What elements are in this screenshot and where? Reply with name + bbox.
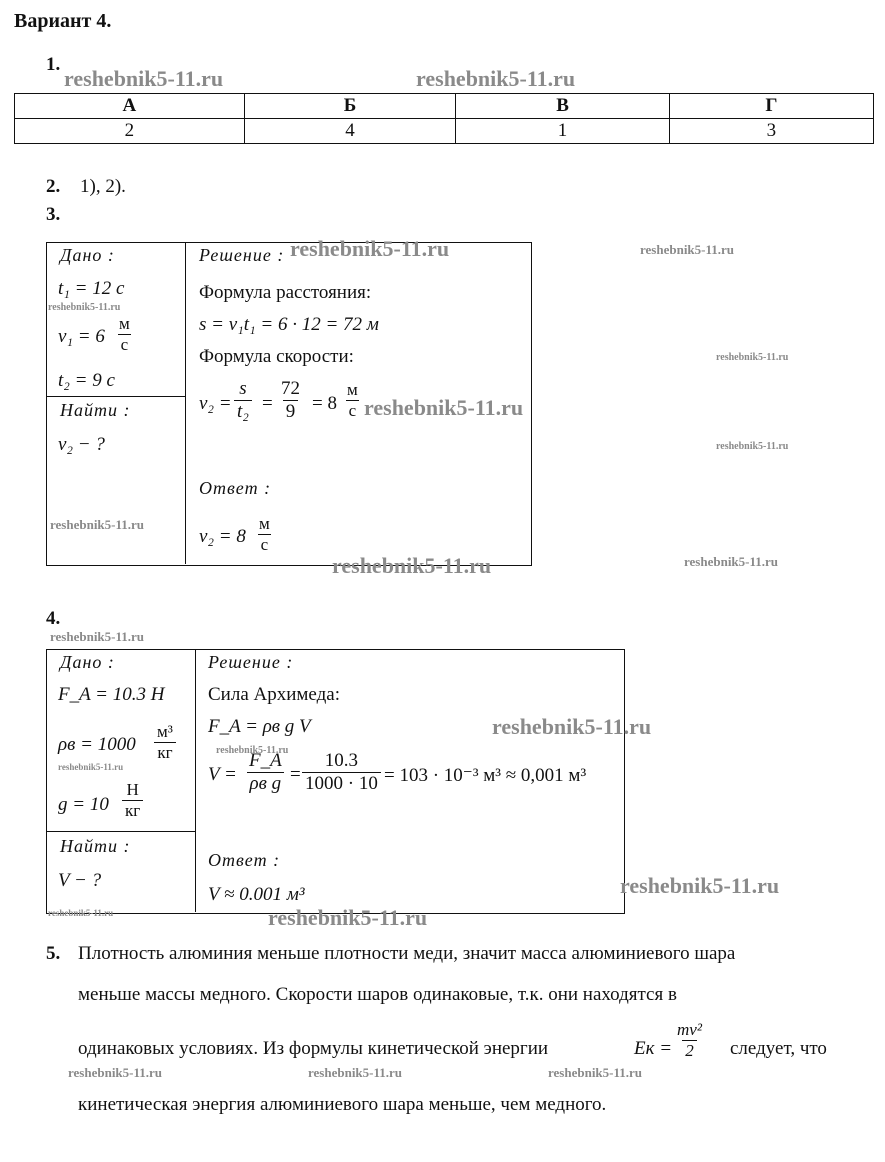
- task5-number: 5.: [46, 943, 61, 964]
- watermark: reshebnik5-11.ru: [68, 1065, 163, 1080]
- task5-line2: меньше массы медного. Скорости шаров одинаковые, т.к. они находятся в: [78, 984, 677, 1005]
- task3-speed-lhs: v₂ =: [199, 393, 232, 414]
- task4-volume-eq: =: [290, 764, 301, 785]
- watermark: reshebnik5-11.ru: [48, 908, 114, 918]
- task3-find-label: Найти :: [60, 400, 131, 420]
- task3-speed-unit: [344, 380, 361, 421]
- task3-given-label: Дано :: [60, 245, 115, 265]
- watermark: reshebnik5-11.ru: [290, 236, 450, 261]
- watermark: reshebnik5-11.ru: [684, 554, 779, 569]
- task3-speed-frac1: [234, 378, 252, 423]
- task3-speed-frac2: [278, 378, 303, 423]
- task3-answer-unit: [256, 514, 273, 555]
- watermark: reshebnik5-11.ru: [332, 553, 492, 578]
- task4-rho-unit-num: м³: [157, 722, 173, 741]
- task4-g-unit-num: Н: [126, 780, 139, 799]
- task4-volume-frac1: [246, 750, 285, 795]
- task3-divider-vertical: [185, 242, 186, 564]
- watermark: reshebnik5-11.ru: [48, 302, 121, 313]
- task4-given-fa: F_A = 10.3 Н: [58, 684, 165, 705]
- task3-v1-unit-den: с: [118, 334, 132, 355]
- task5-formula-lhs: Eк =: [634, 1038, 673, 1059]
- task4-number: 4.: [46, 608, 61, 629]
- task4-volume-frac2-den: 1000 · 10: [302, 772, 381, 795]
- watermark: reshebnik5-11.ru: [50, 517, 145, 532]
- task4-g-unit-den: кг: [122, 800, 143, 821]
- task4-find-v: V − ?: [58, 870, 102, 891]
- task1-header-v: В: [456, 94, 669, 119]
- watermark: reshebnik5-11.ru: [308, 1065, 403, 1080]
- task5-formula-frac: [674, 1020, 705, 1061]
- watermark: reshebnik5-11.ru: [50, 629, 145, 644]
- watermark: reshebnik5-11.ru: [548, 1065, 643, 1080]
- task4-rho-unit: [154, 722, 176, 763]
- task1-header-a: А: [15, 94, 245, 119]
- watermark: reshebnik5-11.ru: [716, 441, 789, 452]
- task3-speed-frac1-den: t₂: [234, 400, 252, 423]
- task2-answer: 1), 2).: [80, 176, 126, 197]
- task4-archimedes-formula: F_A = ρв g V: [208, 716, 311, 737]
- task3-number: 3.: [46, 204, 61, 225]
- task3-distance-title: Формула расстояния:: [199, 282, 372, 303]
- task3-v1-unit-num: м: [119, 314, 130, 333]
- task3-speed-unit-num: м: [347, 380, 358, 399]
- task3-given-t2: t₂ = 9 с: [58, 370, 115, 391]
- task3-given-v1: v₁ = 6: [58, 326, 105, 347]
- task5-formula-num: mv²: [677, 1020, 702, 1039]
- task4-volume-frac2-num: 10.3: [324, 750, 359, 771]
- task4-archimedes-title: Сила Архимеда:: [208, 684, 340, 705]
- task5-formula-den: 2: [682, 1040, 697, 1061]
- task4-given-g: g = 10: [58, 794, 109, 815]
- task4-volume-frac2: [302, 750, 381, 795]
- task4-volume-frac1-den: ρв g: [247, 772, 285, 795]
- task4-volume-frac1-num: F_A: [249, 750, 282, 771]
- watermark: reshebnik5-11.ru: [364, 395, 524, 420]
- watermark: reshebnik5-11.ru: [216, 745, 289, 756]
- task3-answer-unit-den: с: [258, 534, 272, 555]
- task4-volume-result: = 103 · 10⁻³ м³ ≈ 0,001 м³: [384, 765, 587, 786]
- watermark: reshebnik5-11.ru: [58, 762, 124, 772]
- task4-divider-vertical: [195, 649, 196, 912]
- task2-number: 2.: [46, 176, 61, 197]
- task3-speed-eq: =: [262, 393, 273, 414]
- task1-value-a: 2: [15, 119, 245, 144]
- task1-header-b: Б: [244, 94, 456, 119]
- task3-speed-title: Формула скорости:: [199, 346, 354, 367]
- task5-line3-before: одинаковых условиях. Из формулы кинетической энергии: [78, 1038, 549, 1059]
- task4-rho-unit-den: кг: [154, 742, 175, 763]
- task3-speed-frac2-den: 9: [283, 400, 299, 423]
- task4-given-label: Дано :: [60, 652, 115, 672]
- task3-given-t1: t₁ = 12 с: [58, 278, 125, 299]
- watermark: reshebnik5-11.ru: [64, 66, 224, 91]
- task4-given-rho: ρв = 1000: [58, 734, 136, 755]
- task3-solution-label: Решение :: [199, 245, 285, 265]
- watermark: reshebnik5-11.ru: [268, 905, 428, 930]
- task3-speed-result: = 8: [312, 393, 337, 414]
- watermark: reshebnik5-11.ru: [416, 66, 576, 91]
- task3-answer-label: Ответ :: [199, 478, 272, 498]
- task3-distance-formula: s = v₁t₁ = 6 · 12 = 72 м: [199, 314, 379, 335]
- task3-answer-value: v₂ = 8: [199, 526, 246, 547]
- task5-line3-after: следует, что: [730, 1038, 827, 1059]
- task5-line1: Плотность алюминия меньше плотности меди, значит масса алюминиевого шара: [78, 943, 736, 964]
- task3-speed-frac2-num: 72: [281, 378, 300, 399]
- task1-answer-table: [14, 93, 874, 144]
- task4-answer-value: V ≈ 0.001 м³: [208, 884, 305, 905]
- task3-speed-unit-den: с: [346, 400, 360, 421]
- task3-answer-unit-num: м: [259, 514, 270, 533]
- task1-value-g: 3: [669, 119, 873, 144]
- watermark: reshebnik5-11.ru: [492, 714, 652, 739]
- task1-header-g: Г: [669, 94, 873, 119]
- task3-speed-frac1-num: s: [239, 378, 247, 399]
- task1-value-b: 4: [244, 119, 456, 144]
- task4-volume-lhs: V =: [208, 764, 237, 785]
- task1-value-v: 1: [456, 119, 669, 144]
- watermark: reshebnik5-11.ru: [716, 352, 789, 363]
- task4-find-label: Найти :: [60, 836, 131, 856]
- watermark: reshebnik5-11.ru: [640, 242, 735, 257]
- page-title: Вариант 4.: [14, 10, 112, 32]
- task4-divider-horizontal: [46, 831, 195, 832]
- task5-line4: кинетическая энергия алюминиевого шара меньше, чем медного.: [78, 1094, 607, 1115]
- task1-number: 1.: [46, 54, 61, 75]
- task3-divider-horizontal: [46, 396, 185, 397]
- task4-g-unit: [122, 780, 143, 821]
- task3-v1-unit: [116, 314, 133, 355]
- task4-solution-label: Решение :: [208, 652, 294, 672]
- task3-find-v2: v₂ − ?: [58, 434, 105, 455]
- watermark: reshebnik5-11.ru: [620, 873, 780, 898]
- task4-answer-label: Ответ :: [208, 850, 281, 870]
